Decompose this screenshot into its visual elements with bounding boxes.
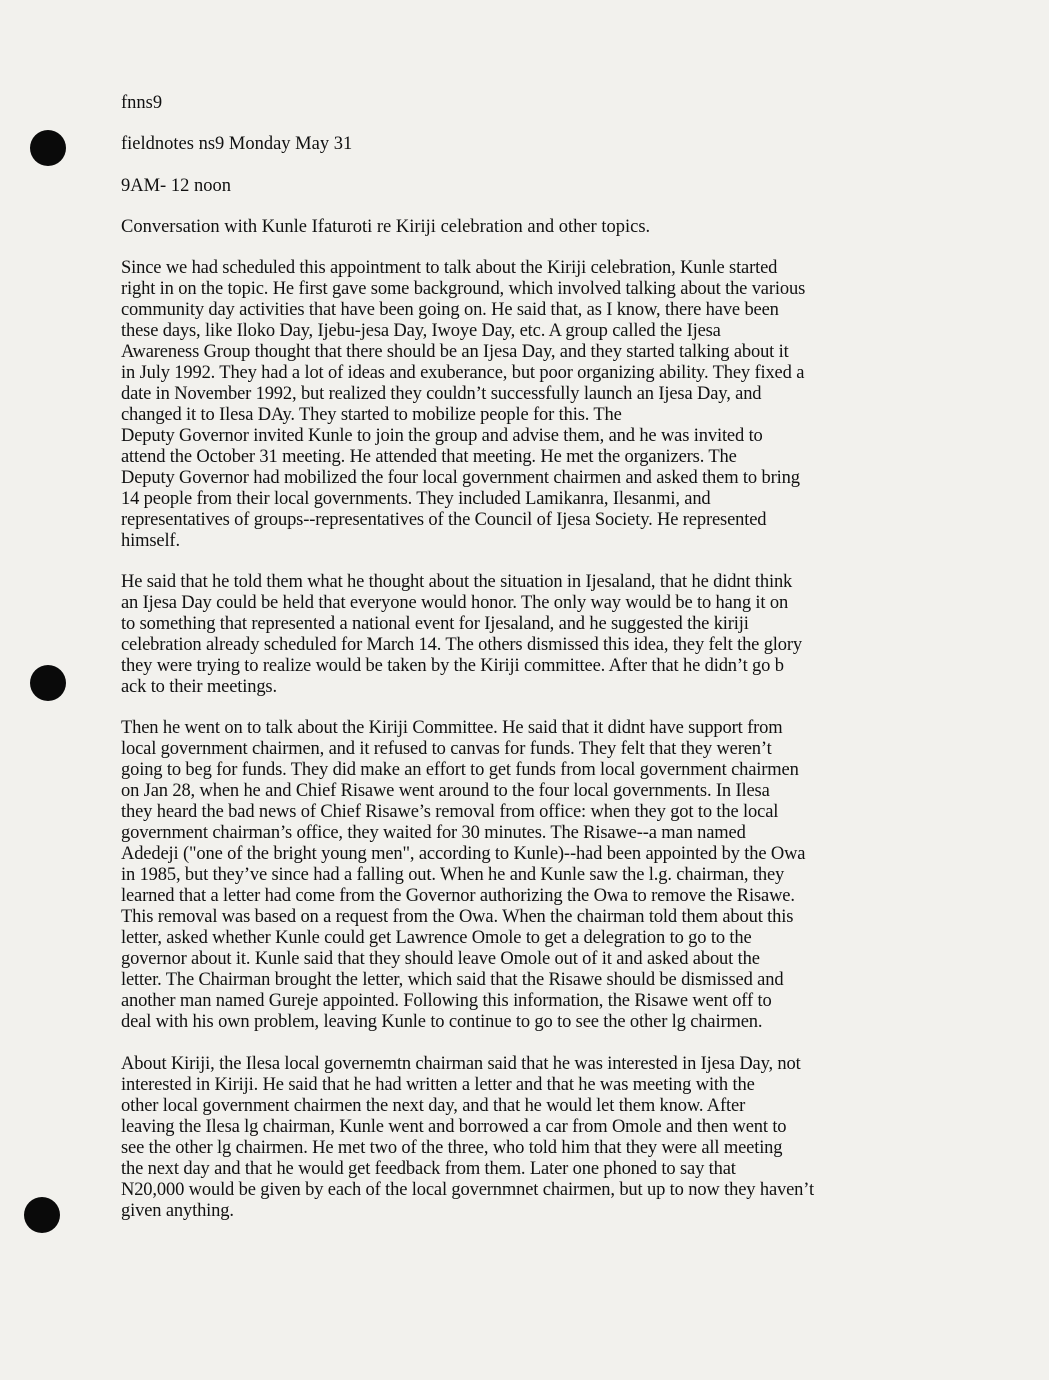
- text-line: they heard the bad news of Chief Risawe’s removal from office: when they got to the local: [121, 802, 779, 822]
- text-line: given anything.: [121, 1201, 234, 1221]
- text-line: celebration already scheduled for March 14. The others dismissed this idea, they felt the glory: [121, 635, 803, 655]
- text-line: N20,000 would be given by each of the local governmnet chairmen, but up to now they haven’t: [121, 1180, 814, 1200]
- text-line: an Ijesa Day could be held that everyone would honor. The only way would be to hang it on: [121, 593, 789, 613]
- text-line: learned that a letter had come from the Governor authorizing the Owa to remove the Risawe.: [121, 886, 795, 906]
- text-line: deal with his own problem, leaving Kunle to continue to go to see the other lg chairmen.: [121, 1012, 763, 1032]
- text-line: in July 1992. They had a lot of ideas and exuberance, but poor organizing ability. They fixed a: [121, 363, 805, 383]
- text-line: Awareness Group thought that there should be an Ijesa Day, and they started talking about it: [121, 342, 789, 362]
- text-line: to something that represented a national event for Ijesaland, and he suggested the kiriji: [121, 614, 749, 634]
- text-line: other local government chairmen the next day, and that he would let them know. After: [121, 1096, 746, 1116]
- text-line: letter. The Chairman brought the letter, which said that the Risawe should be dismissed and: [121, 970, 784, 990]
- text-line: 14 people from their local governments. They included Lamikanra, Ilesanmi, and: [121, 489, 711, 509]
- punch-hole-top: [30, 130, 66, 166]
- text-line: government chairman’s office, they waited for 30 minutes. The Risawe--a man named: [121, 823, 746, 843]
- text-line: letter, asked whether Kunle could get Lawrence Omole to get a delegration to go to the: [121, 928, 752, 948]
- paragraph-3: [121, 718, 805, 1033]
- text-line: the next day and that he would get feedback from them. Later one phoned to say that: [121, 1159, 736, 1179]
- paragraph-4: [121, 1054, 814, 1222]
- text-line: another man named Gureje appointed. Following this information, the Risawe went off to: [121, 991, 772, 1011]
- subject-line: Conversation with Kunle Ifaturoti re Kiriji celebration and other topics.: [121, 217, 651, 237]
- text-line: interested in Kiriji. He said that he had written a letter and that he was meeting with the: [121, 1075, 755, 1095]
- text-line: Since we had scheduled this appointment to talk about the Kiriji celebration, Kunle started: [121, 258, 778, 278]
- text-line: leaving the Ilesa lg chairman, Kunle went and borrowed a car from Omole and then went to: [121, 1117, 787, 1137]
- text-line: in 1985, but they’ve since had a falling out. When he and Kunle saw the l.g. chairman, they: [121, 865, 785, 885]
- title-line: fieldnotes ns9 Monday May 31: [121, 134, 353, 154]
- text-line: on Jan 28, when he and Chief Risawe went around to the four local governments. In Ilesa: [121, 781, 770, 801]
- text-line: date in November 1992, but realized they couldn’t successfully launch an Ijesa Day, and: [121, 384, 762, 404]
- text-line: Adedeji ("one of the bright young men", according to Kunle)--had been appointed by the Owa: [121, 844, 806, 864]
- text-line: representatives of groups--representatives of the Council of Ijesa Society. He represented: [121, 510, 767, 530]
- text-line: About Kiriji, the Ilesa local governemtn chairman said that he was interested in Ijesa Day, not: [121, 1054, 801, 1074]
- text-line: they were trying to realize would be taken by the Kiriji committee. After that he didn’t go b: [121, 656, 784, 676]
- text-line: This removal was based on a request from the Owa. When the chairman told them about this: [121, 907, 794, 927]
- text-line: governor about it. Kunle said that they should leave Omole out of it and asked about the: [121, 949, 760, 969]
- text-line: changed it to Ilesa DAy. They started to mobilize people for this. The: [121, 405, 622, 425]
- text-line: local government chairmen, and it refused to canvas for funds. They felt that they weren’t: [121, 739, 772, 759]
- time-line: 9AM- 12 noon: [121, 176, 231, 196]
- text-line: himself.: [121, 531, 180, 551]
- punch-hole-middle: [30, 665, 66, 701]
- text-line: these days, like Iloko Day, Ijebu-jesa Day, Iwoye Day, etc. A group called the Ijesa: [121, 321, 721, 341]
- text-line: ack to their meetings.: [121, 677, 277, 697]
- text-line: He said that he told them what he thought about the situation in Ijesaland, that he didnt think: [121, 572, 793, 592]
- text-line: Deputy Governor invited Kunle to join the group and advise them, and he was invited to: [121, 426, 763, 446]
- text-line: community day activities that have been going on. He said that, as I know, there have been: [121, 300, 779, 320]
- text-line: right in on the topic. He first gave some background, which involved talking about the various: [121, 279, 806, 299]
- text-line: Deputy Governor had mobilized the four local government chairmen and asked them to bring: [121, 468, 800, 488]
- text-line: see the other lg chairmen. He met two of the three, who told him that they were all meeting: [121, 1138, 783, 1158]
- paragraph-2: [121, 572, 802, 698]
- file-id: fnns9: [121, 93, 163, 113]
- text-line: attend the October 31 meeting. He attended that meeting. He met the organizers. The: [121, 447, 737, 467]
- paragraph-1: [121, 258, 805, 552]
- text-line: going to beg for funds. They did make an effort to get funds from local government chairmen: [121, 760, 799, 780]
- text-line: Then he went on to talk about the Kiriji Committee. He said that it didnt have support from: [121, 718, 783, 738]
- punch-hole-bottom: [24, 1197, 60, 1233]
